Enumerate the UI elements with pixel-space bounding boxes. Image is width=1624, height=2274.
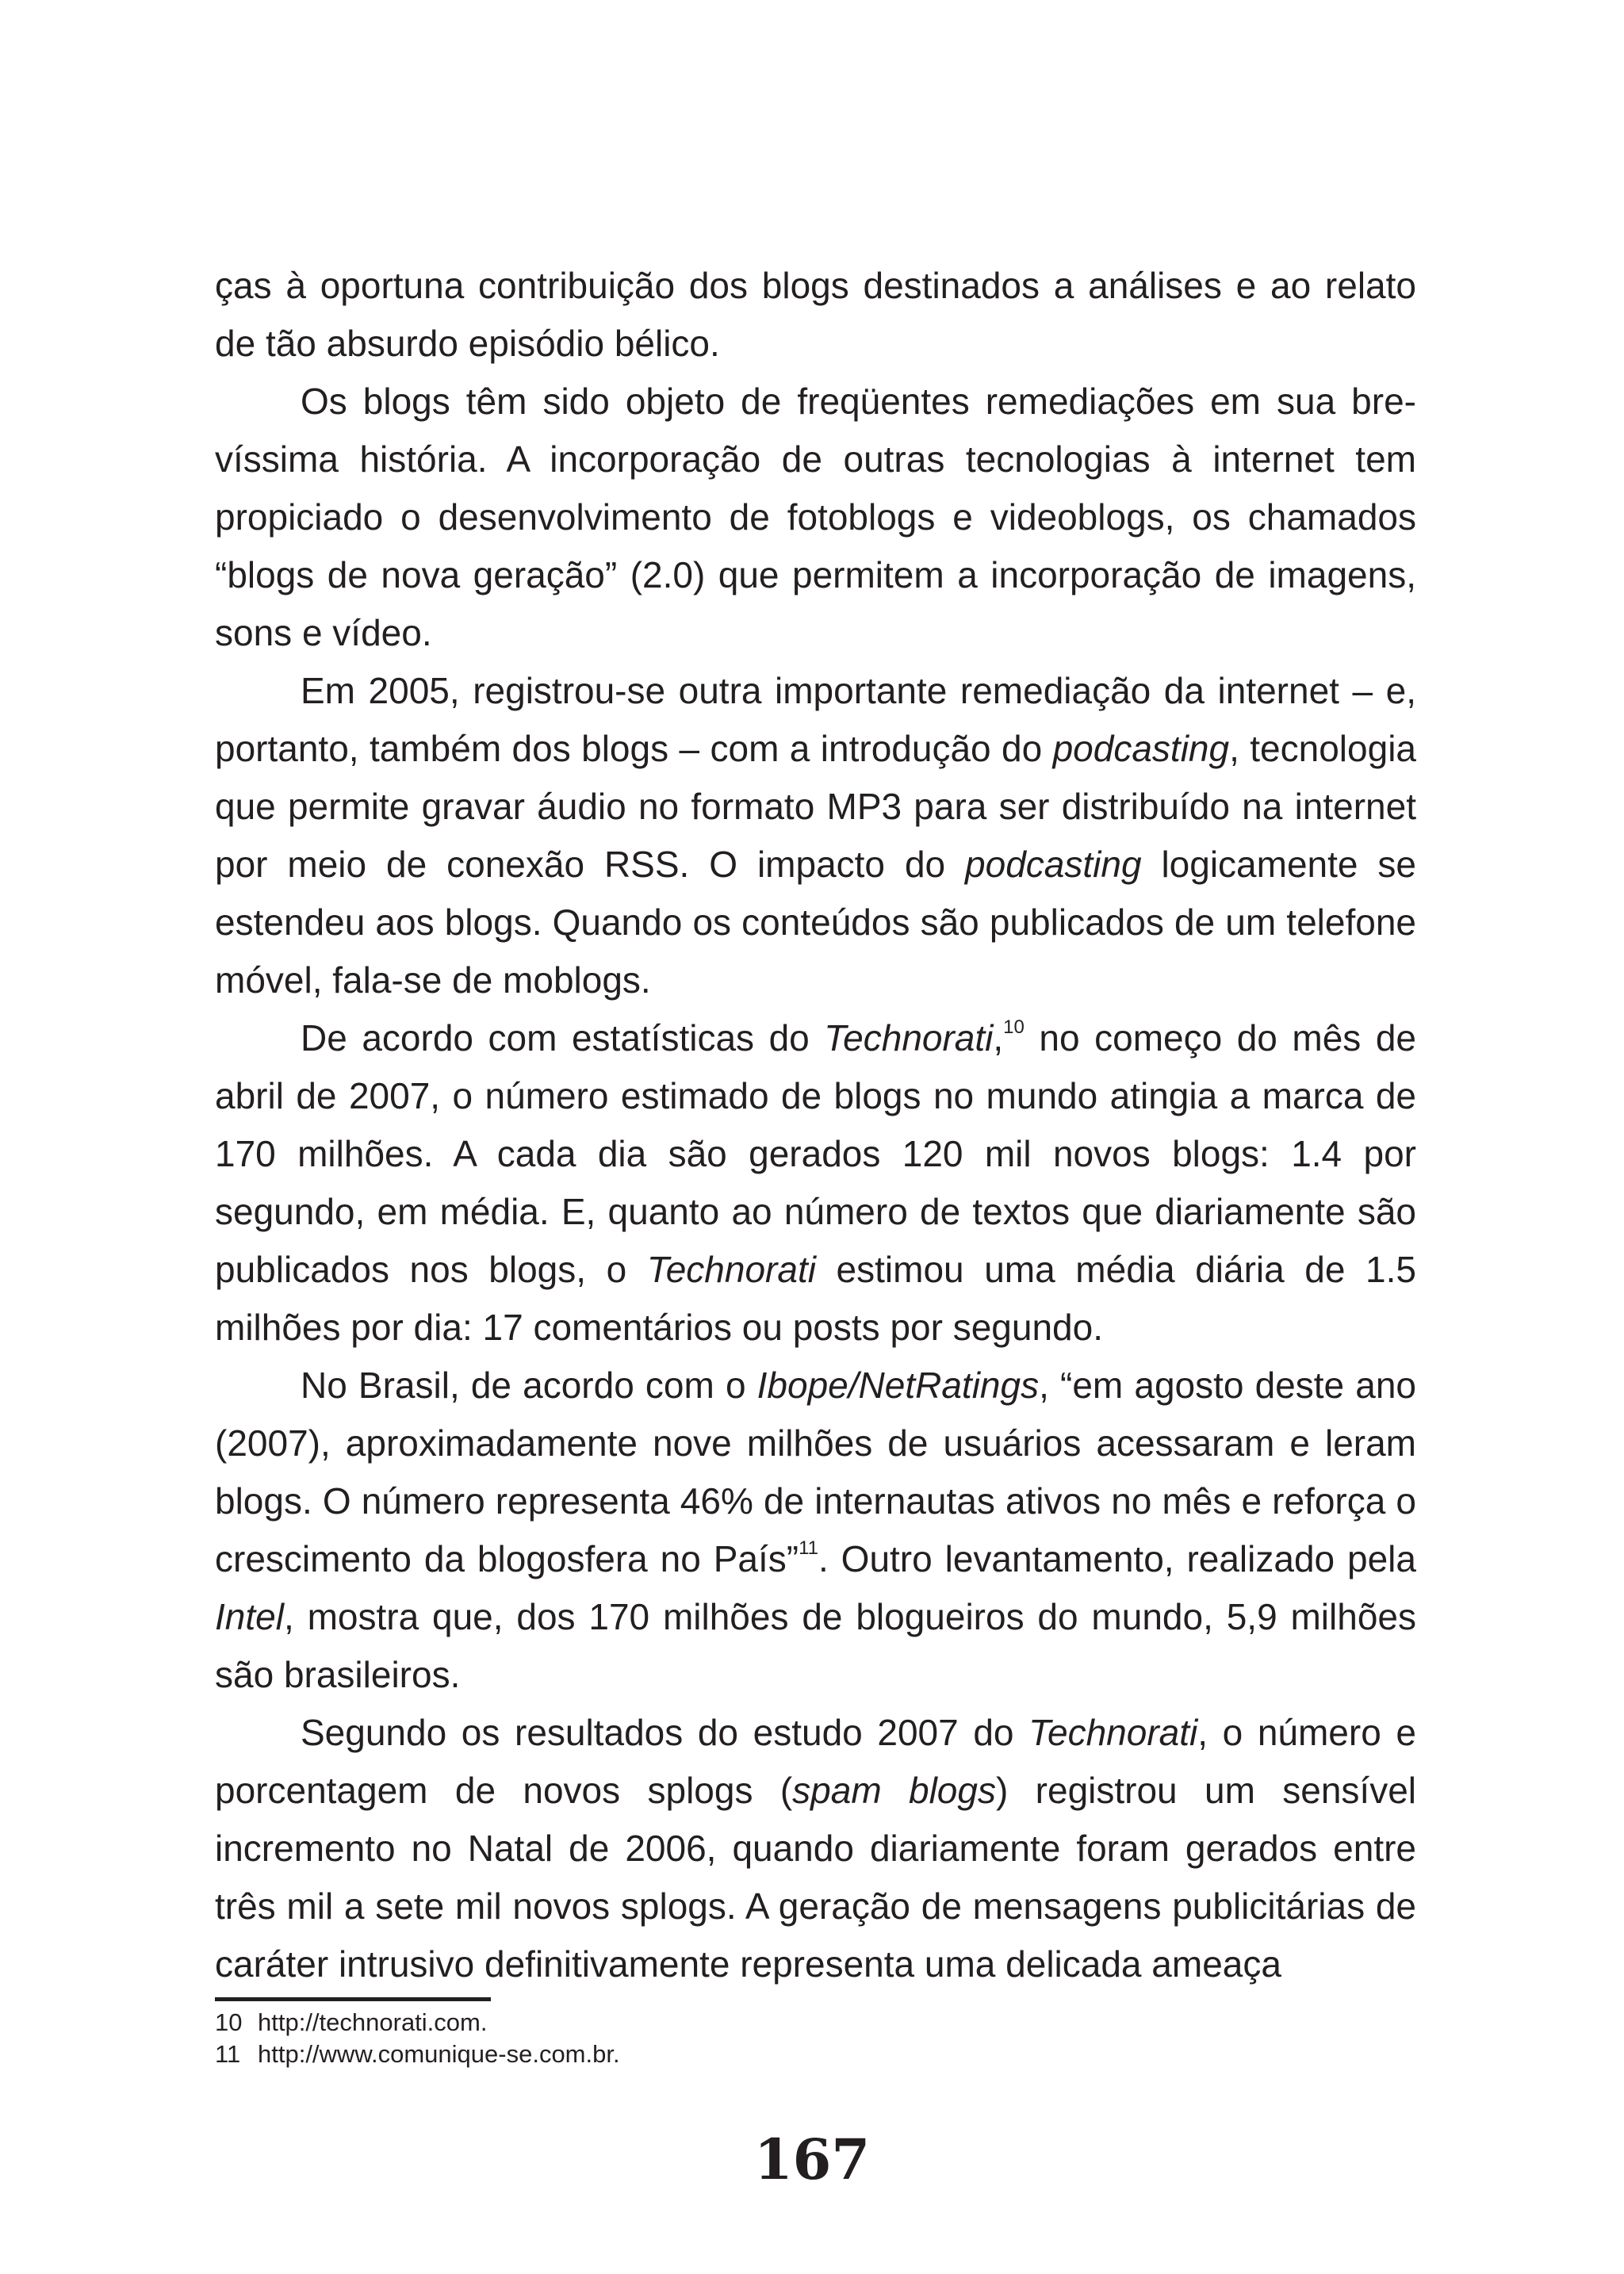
paragraph (215, 373, 1416, 662)
text-run: De acordo com estatísticas do (301, 1017, 825, 1059)
italic-text: podcasting (965, 844, 1142, 885)
text-run: Segundo os resultados do estudo 2007 do (301, 1712, 1029, 1753)
italic-text: Technorati (1028, 1712, 1198, 1753)
footnote-text: http://technorati.com. (258, 2008, 488, 2036)
text-run: logicamente se estendeu aos blogs. Quando os conteúdos são publicados de um telefone móvel, fala-se de moblogs. (215, 844, 1416, 1001)
paragraph (215, 1009, 1416, 1357)
footnote-reference: 10 (1003, 1016, 1025, 1038)
text-run: , o número e porcentagem de novos splogs ( (215, 1712, 1416, 1811)
body-text (215, 257, 1416, 1993)
text-run: No Brasil, de acordo com o (301, 1365, 757, 1406)
text-run: , mostra que, dos 170 milhões de blogueiros do mundo, 5,9 milhões são brasileiros. (215, 1596, 1416, 1695)
footnote-number: 10 (215, 2008, 243, 2036)
paragraph (215, 662, 1416, 1009)
italic-text: Technorati (646, 1249, 816, 1290)
footnotes (215, 2007, 620, 2070)
text-run: , tecnologia que permite gravar áudio no formato MP3 para ser distribuído na internet por meio de conexão RSS. O impacto do (215, 728, 1416, 885)
footnote-reference: 11 (799, 1537, 818, 1559)
text-run: . Outro levantamento, realizado pela (818, 1538, 1416, 1579)
text-run: no começo do mês de abril de 2007, o número estimado de blogs no mundo atingia a marca de 170 milhões. A cada dia são gerados 120 mil novos blogs: 1.4 por segundo, em média. E, quanto ao número de textos que diariamente são publicados nos blogs, o (215, 1017, 1417, 1290)
footnote-separator (215, 1997, 491, 2001)
italic-text: Ibope/NetRatings (756, 1365, 1040, 1406)
footnote-text: http://www.comunique-se.com.br. (258, 2040, 620, 2068)
text-run: , “em agosto deste ano (2007), aproximadamente nove milhões de usuários acessaram e leram blogs. O número representa 46% de internautas ativos no mês e reforça o crescimento da blogosfera no País” (215, 1365, 1416, 1579)
footnote (215, 2039, 620, 2070)
text-run: ) registrou um sensível incremento no Natal de 2006, quando diariamente foram gerados entre três mil a sete mil novos splogs. A geração de mensagens publicitárias de caráter intrusivo definitivamente representa uma delicada ameaça (215, 1770, 1417, 1985)
footnote-number: 11 (215, 2040, 241, 2068)
page-number: 167 (753, 2127, 871, 2192)
italic-text: Technorati (824, 1017, 994, 1059)
footnote (215, 2007, 620, 2039)
text-run: , (993, 1017, 1004, 1059)
italic-text: podcasting (1052, 728, 1230, 769)
paragraph (215, 257, 1416, 373)
paragraph (215, 1357, 1416, 1704)
italic-text: Intel (215, 1596, 284, 1637)
text-run: estimou uma média diária de 1.5 milhões por dia: 17 comentários ou posts por segundo. (215, 1249, 1417, 1348)
italic-text: spam blogs (792, 1770, 996, 1811)
text-run: ças à oportuna contribuição dos blogs destinados a análises e ao relato de tão absurdo episódio bélico. (215, 265, 1416, 364)
text-run: Em 2005, registrou-se outra importante remediação da internet – e, portanto, também dos blogs – com a introdução do (215, 670, 1416, 769)
paragraph (215, 1704, 1416, 1993)
text-run: Os blogs têm sido objeto de freqüentes remediações em sua brevíssima história. A incorporação de outras tecnologias à internet tem propiciado o desenvolvimento de fotoblogs e videoblogs, os chamados “blogs de nova geração” (2.0) que permitem a incorporação de imagens, sons e vídeo. (215, 381, 1416, 653)
